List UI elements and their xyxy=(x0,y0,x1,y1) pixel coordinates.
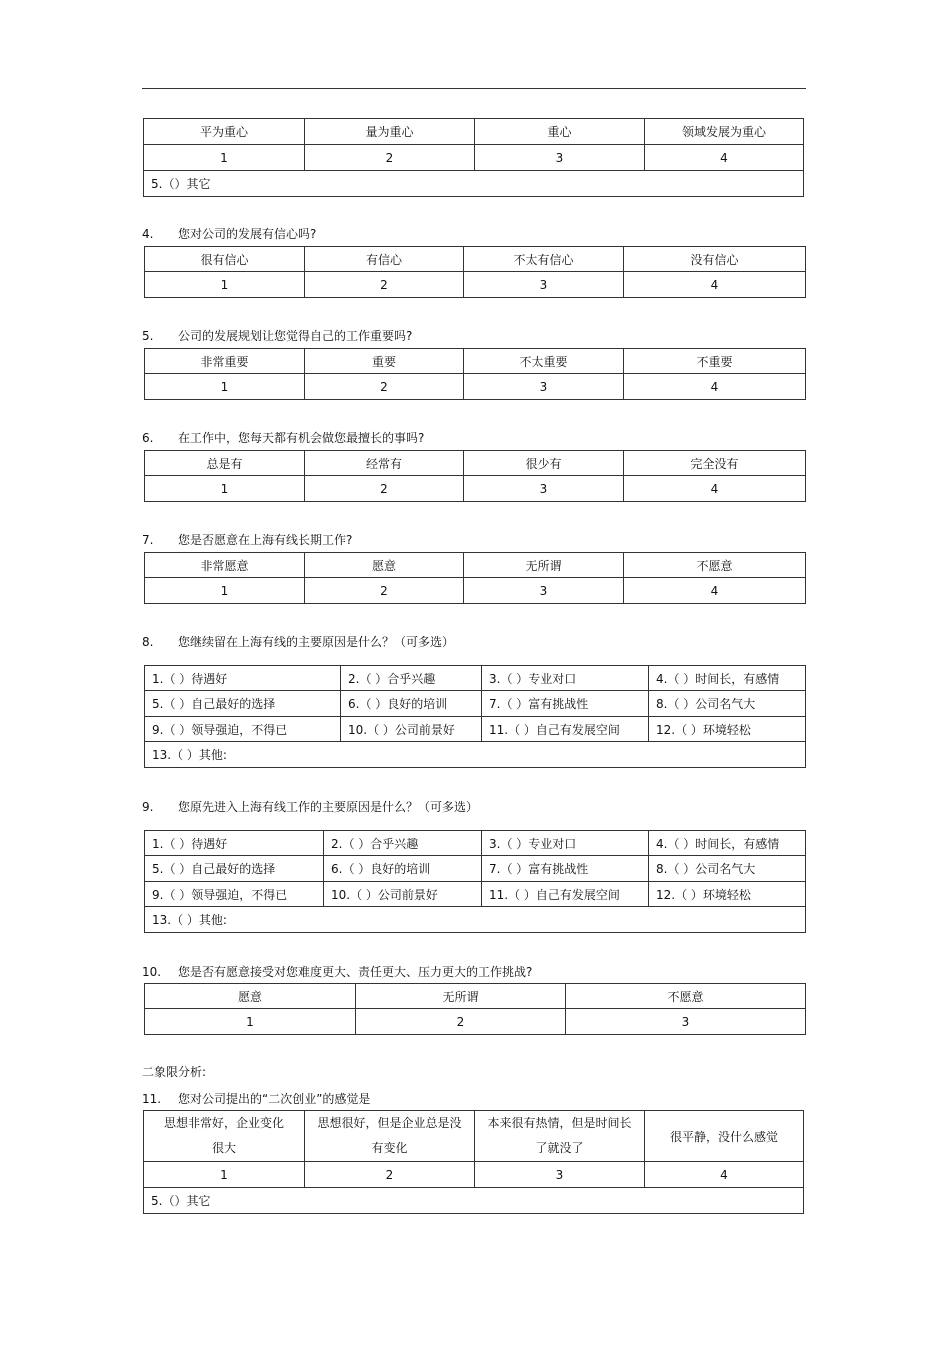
q7-option-4: 不愿意 xyxy=(624,553,806,578)
q7-number: 7. xyxy=(142,533,154,547)
q4-score-4: 4 xyxy=(624,272,806,298)
q6-option-4: 完全没有 xyxy=(624,451,806,476)
q6-text: 在工作中，您每天都有机会做您最擅长的事吗? xyxy=(178,431,425,445)
q8-choice-12: 12.（ ）环境轻松 xyxy=(649,717,806,742)
q4-score-3: 3 xyxy=(464,272,624,298)
q10-text: 您是否有愿意接受对您难度更大、责任更大、压力更大的工作挑战? xyxy=(178,965,533,979)
q4-text: 您对公司的发展有信心吗? xyxy=(178,227,317,241)
q8-question xyxy=(142,633,454,650)
q6-score-3: 3 xyxy=(464,476,624,502)
q5-score-4: 4 xyxy=(624,374,806,400)
q4-question xyxy=(142,225,316,242)
q4-score-1: 1 xyxy=(145,272,305,298)
q3-score-3: 3 xyxy=(475,145,645,171)
q8-choice-7: 7.（ ）富有挑战性 xyxy=(482,691,649,717)
q8-choice-2: 2.（ ）合乎兴趣 xyxy=(341,666,482,691)
q11-option-1: 思想非常好，企业变化很大 xyxy=(144,1111,305,1162)
q7-score-4: 4 xyxy=(624,578,806,604)
q5-score-1: 1 xyxy=(145,374,305,400)
q11-question xyxy=(142,1090,370,1107)
q9-choice-1: 1.（ ）待遇好 xyxy=(145,831,324,856)
q6-table xyxy=(144,450,806,502)
q5-option-4: 不重要 xyxy=(624,349,806,374)
q3-score-1: 1 xyxy=(144,145,305,171)
q11-option-3: 本来很有热情，但是时间长了就没了 xyxy=(475,1111,645,1162)
q3-score-4: 4 xyxy=(645,145,804,171)
q4-option-1: 很有信心 xyxy=(145,247,305,272)
q7-score-2: 2 xyxy=(305,578,464,604)
q5-score-2: 2 xyxy=(305,374,464,400)
q9-choice-9: 9.（ ）领导强迫，不得已 xyxy=(145,882,324,907)
q9-choice-12: 12.（ ）环境轻松 xyxy=(649,882,806,907)
q6-score-2: 2 xyxy=(305,476,464,502)
q7-score-3: 3 xyxy=(464,578,624,604)
q6-score-1: 1 xyxy=(145,476,305,502)
q3-option-4: 领域发展为重心 xyxy=(645,119,804,145)
q4-option-3: 不太有信心 xyxy=(464,247,624,272)
q8-table xyxy=(144,665,806,768)
q9-choice-4: 4.（ ）时间长，有感情 xyxy=(649,831,806,856)
q5-option-3: 不太重要 xyxy=(464,349,624,374)
q5-score-3: 3 xyxy=(464,374,624,400)
q3-table xyxy=(143,118,804,197)
q6-score-4: 4 xyxy=(624,476,806,502)
q10-score-2: 2 xyxy=(356,1009,566,1035)
q4-score-2: 2 xyxy=(305,272,464,298)
q8-choice-9: 9.（ ）领导强迫，不得已 xyxy=(145,717,341,742)
q3-option-3: 重心 xyxy=(475,119,645,145)
q11-text: 您对公司提出的“二次创业”的感觉是 xyxy=(178,1092,371,1106)
q5-number: 5. xyxy=(142,329,154,343)
q11-option-2: 思想很好，但是企业总是没有变化 xyxy=(305,1111,475,1162)
q8-choice-1: 1.（ ）待遇好 xyxy=(145,666,341,691)
q10-table xyxy=(144,983,806,1035)
q7-option-1: 非常愿意 xyxy=(145,553,305,578)
q9-choice-13: 13.（ ）其他: xyxy=(145,907,806,933)
q11-number: 11. xyxy=(142,1092,162,1106)
q7-question xyxy=(142,531,352,548)
q8-choice-3: 3.（ ）专业对口 xyxy=(482,666,649,691)
q11-score-4: 4 xyxy=(645,1162,804,1188)
q3-score-2: 2 xyxy=(305,145,475,171)
q11-score-3: 3 xyxy=(475,1162,645,1188)
q9-choice-6: 6.（ ）良好的培训 xyxy=(324,856,482,882)
q10-question xyxy=(142,963,532,980)
q9-choice-3: 3.（ ）专业对口 xyxy=(482,831,649,856)
q9-number: 9. xyxy=(142,800,154,814)
q8-choice-6: 6.（ ）良好的培训 xyxy=(341,691,482,717)
q9-choice-8: 8.（ ）公司名气大 xyxy=(649,856,806,882)
q7-table xyxy=(144,552,806,604)
q11-score-2: 2 xyxy=(305,1162,475,1188)
q3-option-1: 平为重心 xyxy=(144,119,305,145)
q3-option-2: 量为重心 xyxy=(305,119,475,145)
q10-option-1: 愿意 xyxy=(145,984,356,1009)
q6-question xyxy=(142,429,424,446)
section-heading: 二象限分析: xyxy=(142,1065,207,1079)
q5-option-1: 非常重要 xyxy=(145,349,305,374)
q6-option-1: 总是有 xyxy=(145,451,305,476)
q8-choice-13: 13.（ ）其他: xyxy=(145,742,806,768)
q11-option-4: 很平静，没什么感觉 xyxy=(645,1111,804,1162)
q5-table xyxy=(144,348,806,400)
q3-other: 5.（）其它 xyxy=(144,171,804,197)
q8-text: 您继续留在上海有线的主要原因是什么？（可多选） xyxy=(178,635,455,649)
q11-other: 5.（）其它 xyxy=(144,1188,804,1214)
q6-option-3: 很少有 xyxy=(464,451,624,476)
q8-choice-4: 4.（ ）时间长，有感情 xyxy=(649,666,806,691)
q7-option-2: 愿意 xyxy=(305,553,464,578)
q9-choice-10: 10.（ ）公司前景好 xyxy=(324,882,482,907)
q8-choice-11: 11.（ ）自己有发展空间 xyxy=(482,717,649,742)
q9-choice-11: 11.（ ）自己有发展空间 xyxy=(482,882,649,907)
q6-number: 6. xyxy=(142,431,154,445)
q4-option-2: 有信心 xyxy=(305,247,464,272)
q5-question xyxy=(142,327,412,344)
q9-table xyxy=(144,830,806,933)
page-top-rule xyxy=(142,88,806,89)
q8-choice-8: 8.（ ）公司名气大 xyxy=(649,691,806,717)
q6-option-2: 经常有 xyxy=(305,451,464,476)
q4-option-4: 没有信心 xyxy=(624,247,806,272)
q4-table xyxy=(144,246,806,298)
q9-choice-7: 7.（ ）富有挑战性 xyxy=(482,856,649,882)
q10-option-2: 无所谓 xyxy=(356,984,566,1009)
q10-score-3: 3 xyxy=(566,1009,806,1035)
q4-number: 4. xyxy=(142,227,154,241)
q9-choice-5: 5.（ ）自己最好的选择 xyxy=(145,856,324,882)
q9-choice-2: 2.（ ）合乎兴趣 xyxy=(324,831,482,856)
q9-text: 您原先进入上海有线工作的主要原因是什么？（可多选） xyxy=(178,800,479,814)
q7-text: 您是否愿意在上海有线长期工作? xyxy=(178,533,353,547)
q11-table xyxy=(143,1110,804,1214)
q8-choice-5: 5.（ ）自己最好的选择 xyxy=(145,691,341,717)
q5-option-2: 重要 xyxy=(305,349,464,374)
q10-score-1: 1 xyxy=(145,1009,356,1035)
q5-text: 公司的发展规划让您觉得自己的工作重要吗? xyxy=(178,329,413,343)
q7-score-1: 1 xyxy=(145,578,305,604)
q11-score-1: 1 xyxy=(144,1162,305,1188)
q9-question xyxy=(142,798,478,815)
q10-option-3: 不愿意 xyxy=(566,984,806,1009)
q7-option-3: 无所谓 xyxy=(464,553,624,578)
q8-choice-10: 10.（ ）公司前景好 xyxy=(341,717,482,742)
q8-number: 8. xyxy=(142,635,154,649)
q10-number: 10. xyxy=(142,965,162,979)
